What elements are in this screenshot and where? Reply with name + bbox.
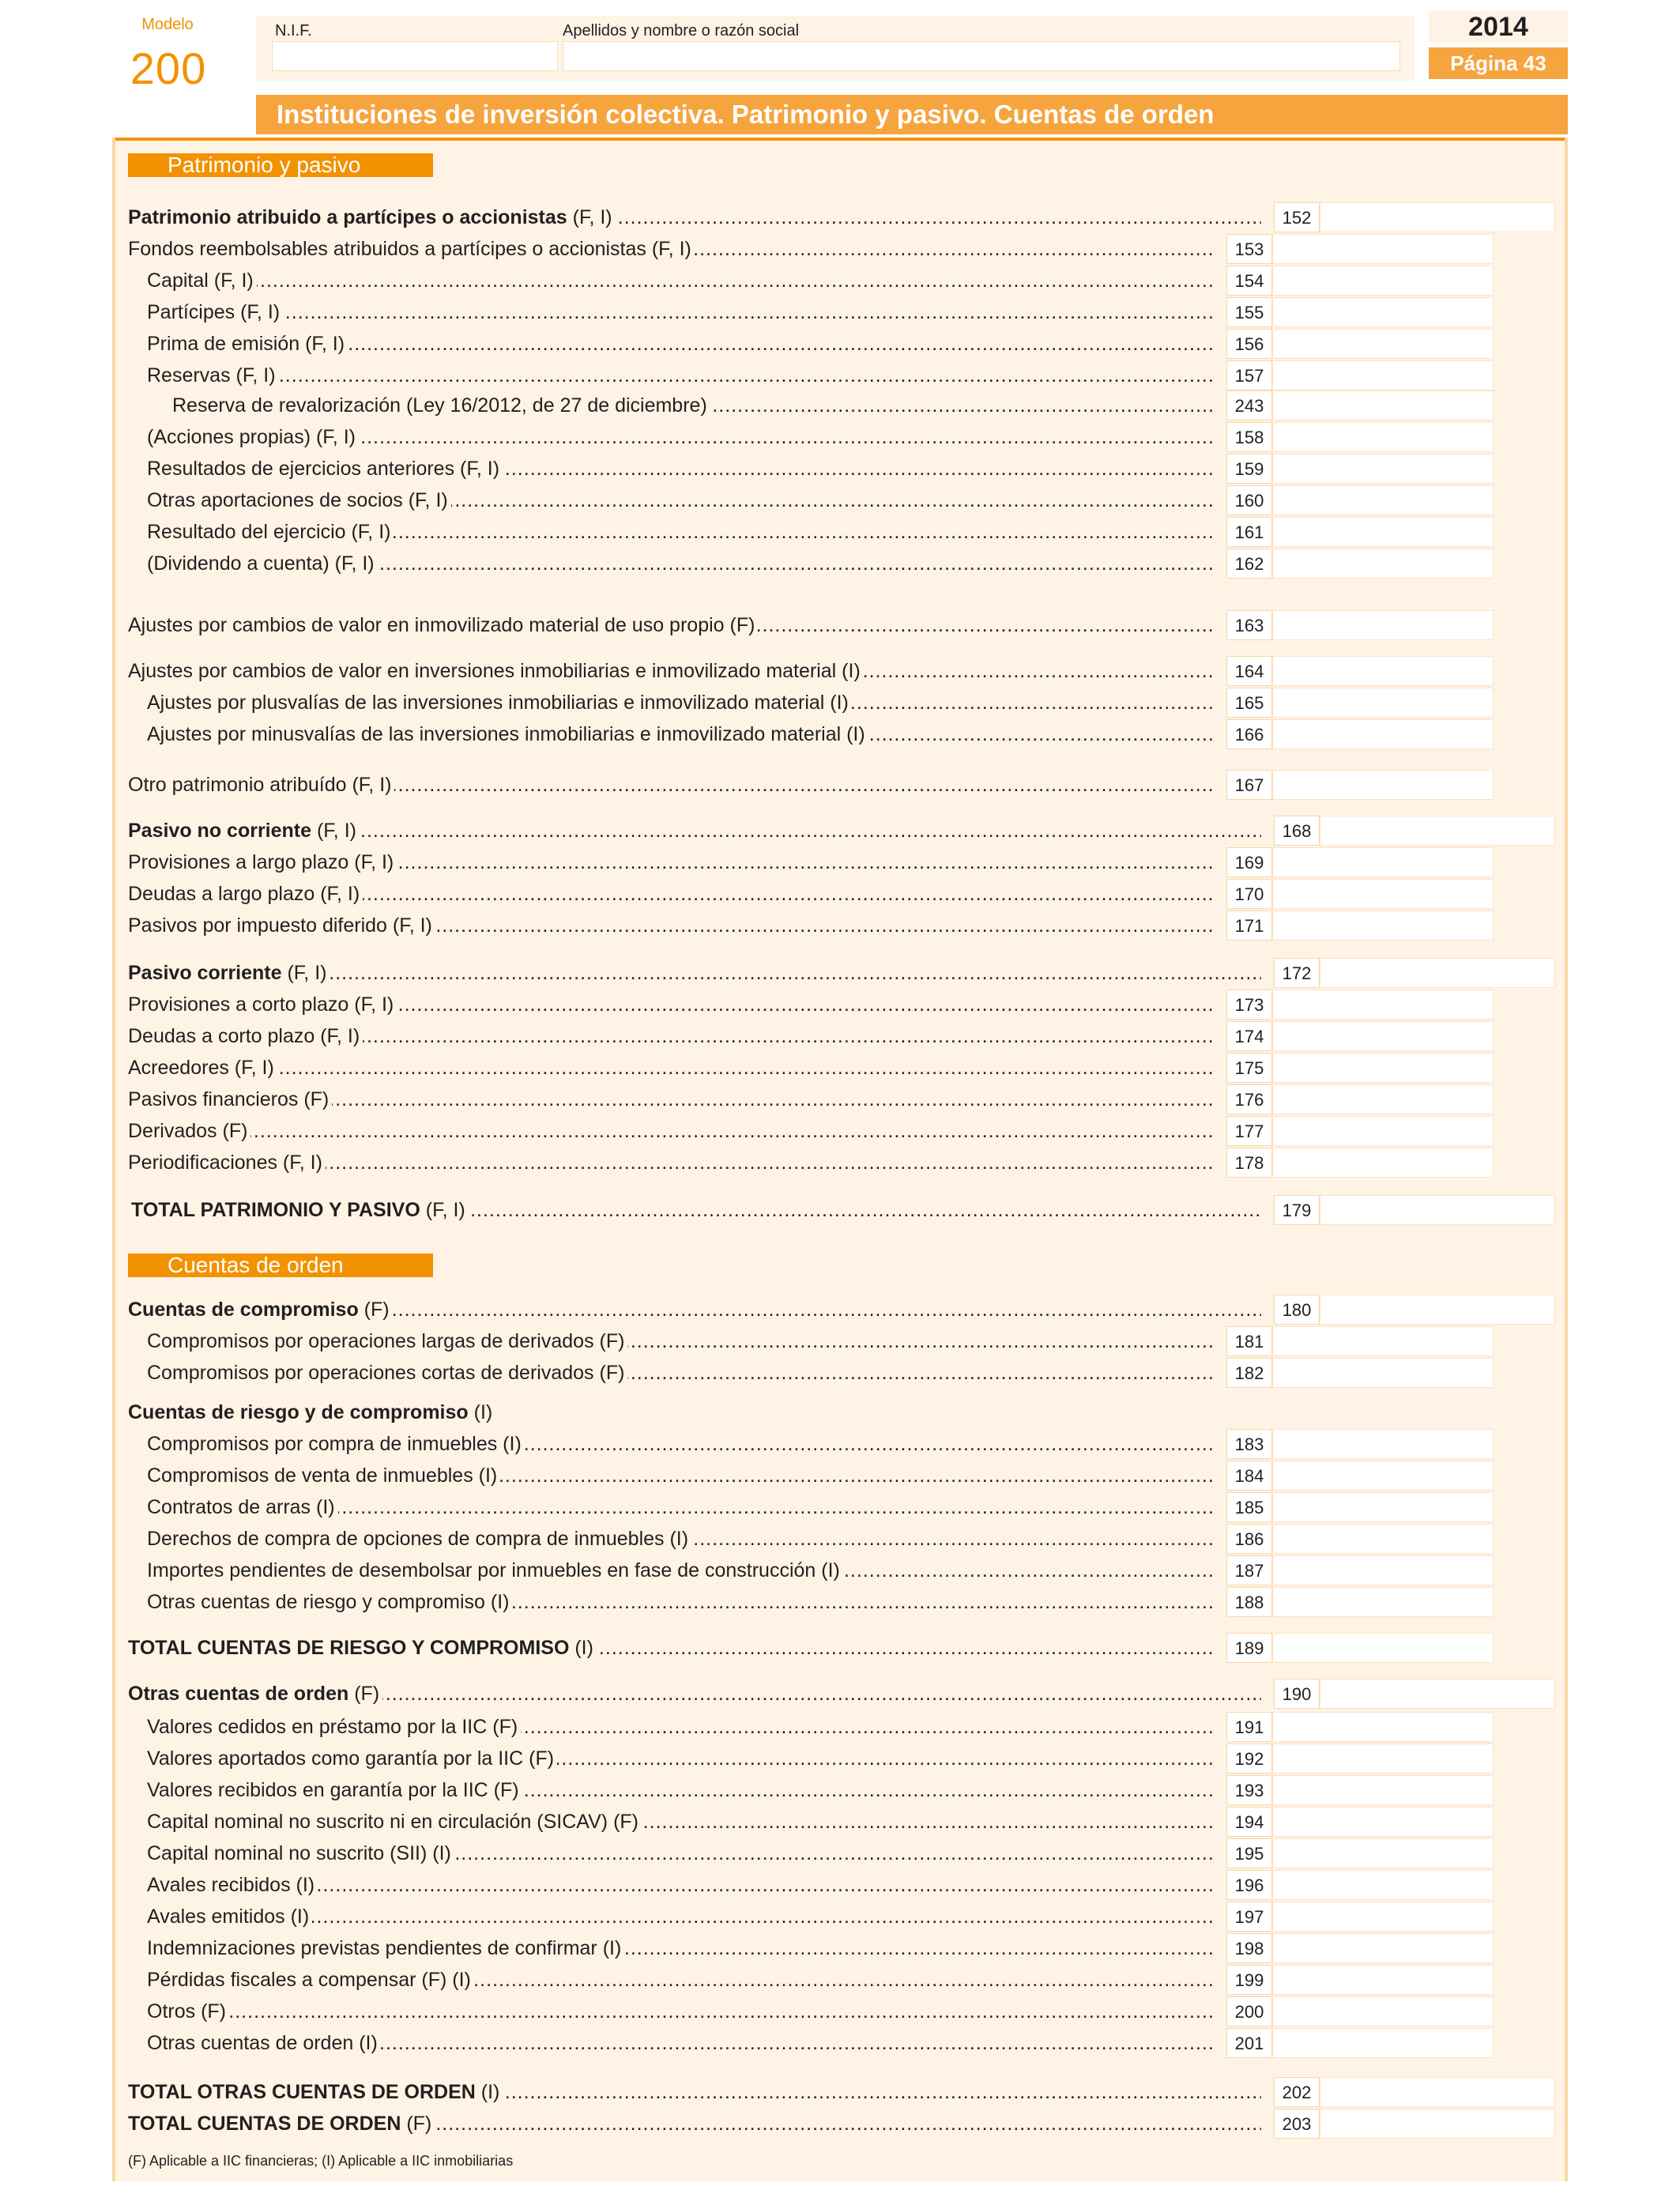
box-code-172: 172 — [1274, 958, 1320, 988]
amount-field-243[interactable] — [1272, 390, 1494, 420]
row-text — [147, 301, 283, 323]
box-code-186: 186 — [1226, 1524, 1272, 1554]
section-patrimonio-header: Patrimonio y pasivo — [128, 153, 433, 177]
row-text — [147, 1465, 500, 1487]
row-label-r181 — [147, 1329, 1214, 1353]
row-plain-text: Deudas a corto plazo (F, I) — [128, 1025, 360, 1047]
row-plain-text: Valores cedidos en préstamo por la IIC (F) — [147, 1716, 518, 1738]
amount-field-182[interactable] — [1272, 1358, 1494, 1388]
row-text — [128, 851, 397, 873]
row-plain-text: Avales recibidos (I) — [147, 1874, 315, 1896]
row-label-r174 — [128, 1024, 1214, 1048]
row-text — [147, 270, 257, 292]
row-label-r178 — [128, 1151, 1214, 1174]
row-label-r182 — [147, 1361, 1214, 1385]
amount-field-198[interactable] — [1272, 1933, 1494, 1963]
frame-left-border — [112, 138, 115, 2181]
row-label-r194 — [147, 1810, 1214, 1834]
row-plain-text: Fondos reembolsables atribuidos a partícipes o accionistas (F, I) — [128, 238, 691, 260]
row-text — [128, 2081, 503, 2103]
row-bold-text: Patrimonio atribuido a partícipes o accionistas — [128, 206, 567, 228]
box-code-160: 160 — [1226, 485, 1272, 515]
row-bold-text: TOTAL CUENTAS DE ORDEN — [128, 2113, 401, 2135]
row-text — [128, 660, 864, 682]
row-plain-text: Otras cuentas de riesgo y compromiso (I) — [147, 1591, 510, 1613]
amount-field-184[interactable] — [1272, 1461, 1494, 1491]
box-code-152: 152 — [1274, 202, 1320, 232]
row-text — [147, 1969, 474, 1991]
amount-field-157[interactable] — [1272, 360, 1494, 390]
row-text — [147, 458, 503, 480]
row-label-r169 — [128, 850, 1214, 874]
row-plain-text: Reserva de revalorización (Ley 16/2012, de 27 de diciembre) — [172, 394, 707, 417]
row-plain-text: (F, I) — [420, 1199, 465, 1221]
row-plain-text: Partícipes (F, I) — [147, 301, 281, 323]
taxpayer-header — [256, 16, 1414, 81]
amount-field-168[interactable] — [1320, 816, 1555, 846]
row-label-r177 — [128, 1119, 1214, 1143]
row-label-r188 — [147, 1590, 1214, 1614]
row-plain-text: (Acciones propias) (F, I) — [147, 426, 356, 448]
box-code-187: 187 — [1226, 1555, 1272, 1585]
box-code-197: 197 — [1226, 1902, 1272, 1932]
row-plain-text: Derivados (F) — [128, 1120, 248, 1142]
row-plain-text: (F) — [401, 2113, 432, 2135]
row-label-r203 — [128, 2112, 1261, 2136]
row-text — [128, 820, 360, 842]
row-label-r173 — [128, 993, 1214, 1016]
row-text — [128, 993, 397, 1016]
row-label-r159 — [147, 457, 1214, 481]
row-text — [147, 1716, 521, 1738]
amount-field-181[interactable] — [1272, 1326, 1494, 1356]
row-text — [172, 394, 710, 417]
amount-field-191[interactable] — [1272, 1712, 1494, 1742]
box-code-181: 181 — [1226, 1326, 1272, 1356]
box-code-193: 193 — [1226, 1775, 1272, 1805]
row-bold-text: TOTAL CUENTAS DE RIESGO Y COMPROMISO — [128, 1637, 570, 1659]
row-label-r180 — [128, 1298, 1261, 1321]
row-label-r191 — [147, 1715, 1214, 1739]
row-label-r156 — [147, 332, 1214, 356]
amount-field-186[interactable] — [1272, 1524, 1494, 1554]
amount-field-187[interactable] — [1272, 1555, 1494, 1585]
amount-field-199[interactable] — [1272, 1965, 1494, 1995]
amount-field-179[interactable] — [1320, 1195, 1555, 1225]
row-plain-text: Compromisos por operaciones largas de derivados (F) — [147, 1330, 625, 1352]
amount-field-193[interactable] — [1272, 1775, 1494, 1805]
footnote: (F) Aplicable a IIC financieras; (I) Aplicable a IIC inmobiliarias — [128, 2153, 514, 2169]
row-plain-text: Resultados de ejercicios anteriores (F, I) — [147, 458, 500, 480]
row-text — [147, 426, 359, 448]
row-plain-text: Deudas a largo plazo (F, I) — [128, 883, 360, 905]
amount-field-185[interactable] — [1272, 1492, 1494, 1522]
row-label-r200 — [147, 2000, 1214, 2023]
row-label-rhead — [128, 1400, 1217, 1424]
amount-field-174[interactable] — [1272, 1021, 1494, 1051]
box-code-202: 202 — [1274, 2077, 1320, 2107]
row-label-r162 — [147, 552, 1214, 575]
page-badge: Página 43 — [1429, 47, 1568, 79]
row-text — [147, 1362, 627, 1384]
row-plain-text: (Dividendo a cuenta) (F, I) — [147, 552, 375, 575]
row-text — [147, 1330, 627, 1352]
row-label-r172 — [128, 961, 1261, 985]
row-text — [147, 1874, 318, 1896]
row-text — [128, 1683, 382, 1705]
amount-field-194[interactable] — [1272, 1807, 1494, 1837]
row-text — [147, 1811, 642, 1833]
box-code-168: 168 — [1274, 816, 1320, 846]
row-label-r196 — [147, 1873, 1214, 1897]
box-code-158: 158 — [1226, 422, 1272, 452]
box-code-167: 167 — [1226, 770, 1272, 800]
box-code-192: 192 — [1226, 1744, 1272, 1774]
box-code-194: 194 — [1226, 1807, 1272, 1837]
row-bold-text: TOTAL OTRAS CUENTAS DE ORDEN — [128, 2081, 476, 2103]
amount-field-189[interactable] — [1272, 1633, 1494, 1663]
row-plain-text: Contratos de arras (I) — [147, 1496, 335, 1518]
amount-field-154[interactable] — [1272, 266, 1494, 296]
row-label-r176 — [128, 1088, 1214, 1111]
box-code-183: 183 — [1226, 1429, 1272, 1459]
box-code-164: 164 — [1226, 656, 1272, 686]
amount-field-163[interactable] — [1272, 610, 1494, 640]
box-code-161: 161 — [1226, 517, 1272, 547]
amount-field-166[interactable] — [1272, 719, 1494, 749]
year-badge: 2014 — [1429, 11, 1568, 43]
row-text — [147, 552, 378, 575]
amount-field-188[interactable] — [1272, 1587, 1494, 1617]
box-code-175: 175 — [1226, 1053, 1272, 1083]
box-code-188: 188 — [1226, 1587, 1272, 1617]
box-code-177: 177 — [1226, 1116, 1272, 1146]
name-field[interactable] — [563, 41, 1400, 71]
amount-field-175[interactable] — [1272, 1053, 1494, 1083]
row-label-r157 — [147, 364, 1214, 387]
row-plain-text: Ajustes por cambios de valor en inversiones inmobiliarias e inmovilizado material (I) — [128, 660, 861, 682]
row-label-r195 — [147, 1842, 1214, 1865]
box-code-196: 196 — [1226, 1870, 1272, 1900]
row-plain-text: Capital (F, I) — [147, 270, 254, 292]
row-plain-text: Avales emitidos (I) — [147, 1906, 310, 1928]
box-code-153: 153 — [1226, 234, 1272, 264]
modelo-number: 200 — [130, 43, 207, 93]
amount-field-152[interactable] — [1320, 202, 1555, 232]
row-label-r175 — [128, 1056, 1214, 1080]
box-code-180: 180 — [1274, 1295, 1320, 1325]
row-text — [128, 1152, 326, 1174]
row-text — [147, 1433, 525, 1455]
row-text — [147, 489, 451, 511]
row-text — [147, 1528, 691, 1550]
row-label-r197 — [147, 1905, 1214, 1928]
row-plain-text: Derechos de compra de opciones de compra de inmuebles (I) — [147, 1528, 689, 1550]
box-code-159: 159 — [1226, 454, 1272, 484]
row-plain-text: (F, I) — [281, 962, 327, 984]
row-label-r154 — [147, 269, 1214, 292]
amount-field-183[interactable] — [1272, 1429, 1494, 1459]
row-text — [128, 2113, 435, 2135]
box-code-165: 165 — [1226, 688, 1272, 718]
box-code-162: 162 — [1226, 548, 1272, 579]
row-label-r158 — [147, 425, 1214, 449]
box-code-157: 157 — [1226, 360, 1272, 390]
row-plain-text: Pasivos por impuesto diferido (F, I) — [128, 914, 432, 937]
section-cuentas-header: Cuentas de orden — [128, 1253, 433, 1277]
row-plain-text: Indemnizaciones previstas pendientes de confirmar (I) — [147, 1937, 622, 1959]
row-label-r192 — [147, 1747, 1214, 1770]
row-plain-text: Valores recibidos en garantía por la IIC (F) — [147, 1779, 519, 1801]
row-plain-text: (I) — [569, 1637, 593, 1659]
row-text — [147, 364, 279, 386]
amount-field-190[interactable] — [1320, 1679, 1555, 1709]
row-plain-text: Valores aportados como garantía por la IIC (F) — [147, 1747, 555, 1770]
row-plain-text: Capital nominal no suscrito (SII) (I) — [147, 1842, 451, 1864]
amount-field-161[interactable] — [1272, 517, 1494, 547]
box-code-198: 198 — [1226, 1933, 1272, 1963]
row-plain-text: Reservas (F, I) — [147, 364, 276, 386]
box-code-199: 199 — [1226, 1965, 1272, 1995]
amount-field-173[interactable] — [1272, 990, 1494, 1020]
row-plain-text: Compromisos por compra de inmuebles (I) — [147, 1433, 522, 1455]
box-code-195: 195 — [1226, 1838, 1272, 1868]
row-text — [147, 1559, 843, 1581]
row-text — [128, 774, 394, 796]
amount-field-177[interactable] — [1272, 1116, 1494, 1146]
row-text — [128, 914, 435, 937]
row-plain-text: (F) — [348, 1683, 380, 1705]
row-plain-text: Pasivos financieros (F) — [128, 1088, 330, 1110]
row-plain-text: Compromisos de venta de inmuebles (I) — [147, 1465, 498, 1487]
row-label-r199 — [147, 1968, 1214, 1992]
row-plain-text: Capital nominal no suscrito ni en circulación (SICAV) (F) — [147, 1811, 638, 1833]
amount-field-202[interactable] — [1320, 2077, 1555, 2107]
row-text — [128, 206, 616, 228]
box-code-184: 184 — [1226, 1461, 1272, 1491]
row-text — [128, 1299, 393, 1321]
row-plain-text: Resultado del ejercicio (F, I) — [147, 521, 391, 543]
row-text — [128, 883, 363, 905]
row-plain-text: Periodificaciones (F, I) — [128, 1152, 322, 1174]
box-code-155: 155 — [1226, 297, 1272, 327]
row-text — [128, 1401, 495, 1423]
row-plain-text: (F, I) — [311, 820, 356, 842]
row-text — [147, 1591, 513, 1613]
row-label-r171 — [128, 914, 1214, 937]
amount-field-153[interactable] — [1272, 234, 1494, 264]
row-label-r170 — [128, 882, 1214, 906]
nif-field[interactable] — [272, 41, 558, 71]
row-text — [147, 1747, 557, 1770]
row-plain-text: (I) — [475, 2081, 500, 2103]
box-code-154: 154 — [1226, 266, 1272, 296]
row-plain-text: Provisiones a corto plazo (F, I) — [128, 993, 394, 1016]
row-text — [147, 2000, 229, 2022]
nif-label: N.I.F. — [275, 22, 312, 40]
row-label-r202 — [128, 2080, 1261, 2104]
row-plain-text: Compromisos por operaciones cortas de derivados (F) — [147, 1362, 625, 1384]
row-text — [128, 1120, 250, 1142]
amount-field-195[interactable] — [1272, 1838, 1494, 1868]
row-text — [128, 1025, 363, 1047]
row-label-r160 — [147, 488, 1214, 512]
page-title: Instituciones de inversión colectiva. Patrimonio y pasivo. Cuentas de orden — [277, 100, 1215, 129]
row-plain-text: Ajustes por plusvalías de las inversiones inmobiliarias e inmovilizado material (I) — [147, 692, 849, 714]
row-label-r193 — [147, 1778, 1214, 1802]
row-plain-text: Prima de emisión (F, I) — [147, 333, 345, 355]
amount-field-159[interactable] — [1272, 454, 1494, 484]
row-label-r168 — [128, 819, 1261, 843]
frame-top-border — [112, 138, 1568, 141]
box-code-201: 201 — [1226, 2028, 1272, 2058]
row-label-r184 — [147, 1464, 1214, 1487]
row-text — [128, 1057, 277, 1079]
amount-field-167[interactable] — [1272, 770, 1494, 800]
amount-field-160[interactable] — [1272, 485, 1494, 515]
amount-field-200[interactable] — [1272, 1996, 1494, 2026]
box-code-200: 200 — [1226, 1996, 1272, 2026]
row-label-r166 — [147, 722, 1214, 746]
amount-field-178[interactable] — [1272, 1148, 1494, 1178]
row-plain-text: Provisiones a largo plazo (F, I) — [128, 851, 394, 873]
row-label-r165 — [147, 691, 1214, 714]
row-text — [147, 1779, 522, 1801]
title-bar — [256, 95, 1568, 134]
row-label-r167 — [128, 773, 1214, 797]
box-code-243: 243 — [1226, 390, 1272, 420]
box-code-203: 203 — [1274, 2109, 1320, 2139]
row-label-r190 — [128, 1682, 1261, 1706]
amount-field-196[interactable] — [1272, 1870, 1494, 1900]
row-label-r183 — [147, 1432, 1214, 1456]
row-text — [147, 1842, 454, 1864]
row-bold-text: Otras cuentas de orden — [128, 1683, 349, 1705]
amount-field-165[interactable] — [1272, 688, 1494, 718]
row-bold-text: Cuentas de riesgo y de compromiso — [128, 1401, 469, 1423]
row-label-r179 — [131, 1198, 1261, 1222]
row-plain-text: Otras cuentas de orden (I) — [147, 2032, 378, 2054]
box-code-166: 166 — [1226, 719, 1272, 749]
row-plain-text: Importes pendientes de desembolsar por inmuebles en fase de construcción (I) — [147, 1559, 840, 1581]
row-plain-text: Pérdidas fiscales a compensar (F) (I) — [147, 1969, 471, 1991]
row-label-r189 — [128, 1636, 1214, 1660]
amount-field-170[interactable] — [1272, 879, 1494, 909]
amount-field-164[interactable] — [1272, 656, 1494, 686]
row-plain-text: Otro patrimonio atribuído (F, I) — [128, 774, 392, 796]
row-text — [147, 333, 348, 355]
box-code-163: 163 — [1226, 610, 1272, 640]
box-code-171: 171 — [1226, 910, 1272, 941]
amount-field-172[interactable] — [1320, 958, 1555, 988]
row-text — [147, 723, 868, 745]
row-plain-text: Otros (F) — [147, 2000, 226, 2022]
row-plain-text: (I) — [468, 1401, 493, 1423]
row-label-r161 — [147, 520, 1214, 544]
row-plain-text: (F) — [358, 1299, 390, 1321]
row-bold-text: TOTAL PATRIMONIO Y PASIVO — [131, 1199, 420, 1221]
row-label-r185 — [147, 1495, 1214, 1519]
row-text — [147, 1937, 624, 1959]
box-code-190: 190 — [1274, 1679, 1320, 1709]
row-plain-text: Otras aportaciones de socios (F, I) — [147, 489, 448, 511]
amount-field-171[interactable] — [1272, 910, 1494, 941]
row-label-r243 — [172, 394, 1214, 417]
box-code-174: 174 — [1226, 1021, 1272, 1051]
box-code-156: 156 — [1226, 329, 1272, 359]
row-label-r163 — [128, 613, 1214, 637]
row-text — [128, 238, 695, 260]
row-label-r155 — [147, 300, 1214, 324]
row-bold-text: Pasivo no corriente — [128, 820, 312, 842]
row-label-r201 — [147, 2031, 1214, 2055]
amount-field-158[interactable] — [1272, 422, 1494, 452]
box-code-176: 176 — [1226, 1084, 1272, 1114]
row-plain-text: Ajustes por minusvalías de las inversiones inmobiliarias e inmovilizado material (I) — [147, 723, 865, 745]
row-text — [147, 2032, 381, 2054]
box-code-170: 170 — [1226, 879, 1272, 909]
frame-right-border — [1565, 138, 1568, 2181]
row-text — [147, 692, 852, 714]
modelo-label: Modelo — [141, 16, 194, 33]
row-plain-text: Ajustes por cambios de valor en inmovilizado material de uso propio (F) — [128, 614, 755, 636]
row-text — [128, 1637, 597, 1659]
amount-field-176[interactable] — [1272, 1084, 1494, 1114]
row-text — [128, 962, 330, 984]
row-text — [131, 1199, 469, 1221]
amount-field-197[interactable] — [1272, 1902, 1494, 1932]
row-label-r164 — [128, 659, 1214, 683]
box-code-169: 169 — [1226, 847, 1272, 877]
row-bold-text: Pasivo corriente — [128, 962, 282, 984]
row-label-r187 — [147, 1559, 1214, 1582]
row-label-r153 — [128, 237, 1214, 261]
row-bold-text: Cuentas de compromiso — [128, 1299, 359, 1321]
row-text — [128, 614, 758, 636]
row-text — [147, 1906, 312, 1928]
row-text — [128, 1088, 332, 1110]
amount-field-203[interactable] — [1320, 2109, 1555, 2139]
box-code-173: 173 — [1226, 990, 1272, 1020]
amount-field-155[interactable] — [1272, 297, 1494, 327]
box-code-178: 178 — [1226, 1148, 1272, 1178]
row-text — [147, 1496, 338, 1518]
amount-field-169[interactable] — [1272, 847, 1494, 877]
box-code-189: 189 — [1226, 1633, 1272, 1663]
row-text — [147, 521, 394, 543]
amount-field-156[interactable] — [1272, 329, 1494, 359]
row-label-r186 — [147, 1527, 1214, 1551]
row-plain-text: Acreedores (F, I) — [128, 1057, 274, 1079]
box-code-179: 179 — [1274, 1195, 1320, 1225]
amount-field-192[interactable] — [1272, 1744, 1494, 1774]
name-label: Apellidos y nombre o razón social — [563, 22, 800, 40]
row-label-r198 — [147, 1936, 1214, 1960]
amount-field-162[interactable] — [1272, 548, 1494, 579]
amount-field-201[interactable] — [1272, 2028, 1494, 2058]
box-code-182: 182 — [1226, 1358, 1272, 1388]
box-code-185: 185 — [1226, 1492, 1272, 1522]
row-plain-text: (F, I) — [567, 206, 612, 228]
box-code-191: 191 — [1226, 1712, 1272, 1742]
row-label-r152 — [128, 205, 1261, 229]
amount-field-180[interactable] — [1320, 1295, 1555, 1325]
